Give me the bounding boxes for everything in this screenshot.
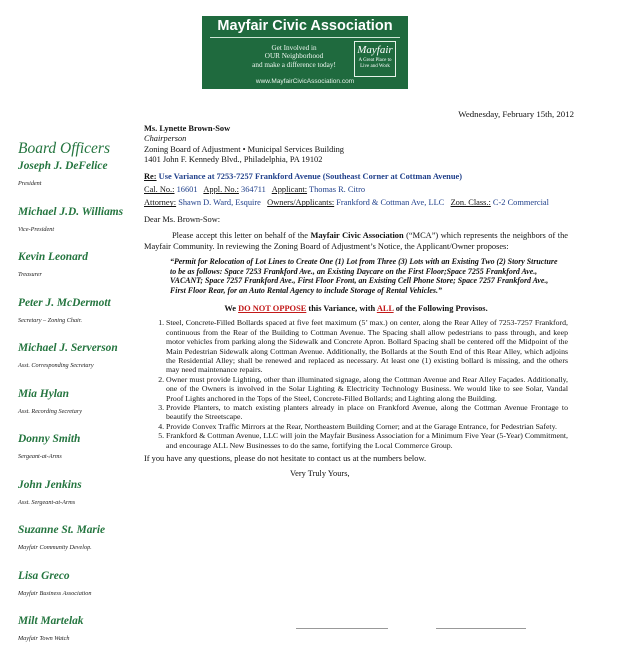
- proposal-quote: “Permit for Relocation of Lot Lines to Create One (1) Lot from Three (3) Lots with an Existing Two (2) Story Structure to be as follows: Space 7253 Frankford Ave., an Existing Daycare on the First Floor;Space 7255 Frankford Ave., VACANT; Space 7257 Frankford Ave., First Floor Front, an Existing Cell Phone Store; Space 7257 Frankford Ave., First Floor Rear, for an Auto Rental Agency to include Storage of Rental Vehicles.”: [170, 257, 558, 296]
- parties-line: Attorney: Shawn D. Ward, Esquire Owners/Applicants: Frankford & Cottman Ave, LLC Zon. Class.: C-2 Commercial: [144, 198, 549, 208]
- website-url: www.MayfairCivicAssociation.com: [255, 78, 355, 85]
- officer-role: Mayfair Business Association: [18, 589, 92, 597]
- officer-role: Vice-President: [18, 225, 55, 233]
- officer-name: Donny Smith: [18, 433, 81, 445]
- banner-divider: [210, 37, 400, 38]
- officer-name: Peter J. McDermott: [18, 296, 111, 309]
- officer-entry: [18, 433, 138, 479]
- officer-role: Asst. Recording Secretary: [18, 407, 82, 415]
- officer-entry: [18, 160, 138, 206]
- intro-paragraph: Please accept this letter on behalf of the Mayfair Civic Association (“MCA”) which represents the neighbors of the Mayfair Community. In reviewing the Zoning Board of Adjustment’s Notice, the Applicant/Owner proposes:: [144, 231, 568, 251]
- officer-name: Joseph J. DeFelice: [18, 160, 108, 172]
- officer-entry: [18, 570, 138, 616]
- officer-entry: [18, 479, 138, 525]
- case-numbers-line: Cal. No.: 16601 Appl. No.: 364711 Applicant: Thomas R. Citro: [144, 185, 366, 195]
- officer-entry: [18, 297, 138, 343]
- officer-name: Michael J. Serverson: [18, 342, 118, 354]
- re-line: Re: Use Variance at 7253-7257 Frankford Avenue (Southeast Corner at Cottman Avenue): [144, 171, 462, 181]
- signature-left: [296, 612, 388, 629]
- proviso-list: [144, 318, 568, 450]
- officer-entry: [18, 388, 138, 434]
- banner-tagline: Get Involved in OUR Neighborhood and make a difference today!: [252, 44, 336, 69]
- officer-name: John Jenkins: [18, 478, 82, 491]
- officer-name: Michael J.D. Williams: [18, 205, 124, 218]
- recipient-name: Ms. Lynette Brown-Sow: [144, 124, 231, 133]
- recipient-title: Chairperson: [144, 134, 187, 144]
- proviso-item: 2. Owner must provide Lighting, other than illuminated signage, along the Cottman Avenue and Rear Alley Façades. Additionally, one of the Owners is involved in the Solar Lighting & Electricity Technology Business. We would like to see Solar, Vandal Proof Lights anchored in the Tops of the Steel, Concrete-Filled Bollards; and Lighting along the Building.: [166, 375, 568, 403]
- board-officers-sidebar: [18, 140, 138, 661]
- recipient-address: 1401 John F. Kennedy Blvd., Philadelphia, PA 19102: [144, 155, 323, 165]
- proviso-item: 5. Frankford & Cottman Avenue, LLC will join the Mayfair Business Association for a Minimum Five Year (5-Year) Commitment, and encourage ALL New Businesses to do the same, fortifying the Local Commerce Group.: [166, 431, 568, 450]
- officer-name: Mia Hylan: [18, 387, 69, 400]
- board-officers-heading: Board Officers: [18, 140, 110, 157]
- officer-list: [18, 160, 138, 661]
- opposition-statement: We DO NOT OPPOSE this Variance, with ALL of the Following Provisos.: [224, 303, 488, 313]
- letterhead-banner: [202, 16, 408, 89]
- officer-role: Treasurer: [18, 271, 42, 278]
- officer-role: Asst. Corresponding Secretary: [18, 362, 94, 369]
- closing-text: If you have any questions, please do not hesitate to contact us at the numbers below.: [144, 453, 427, 463]
- officer-entry: [18, 251, 138, 297]
- signoff: Very Truly Yours,: [290, 469, 350, 479]
- officer-role: President: [18, 180, 42, 187]
- officer-entry: [18, 206, 138, 252]
- org-name: Mayfair Civic Association: [217, 18, 393, 34]
- proviso-item: 4. Provide Convex Traffic Mirrors at the Rear, Northeastern Building Corner; and at the Garage Entrance, for Pedestrian Safety.: [166, 422, 568, 431]
- salutation: Dear Ms. Brown-Sow:: [144, 214, 221, 224]
- proviso-item: 3. Provide Planters, to match existing planters already in place on Frankford Avenue, along the Cottman Avenue Frontage to beautify the Streetscape.: [166, 403, 568, 422]
- officer-role: Secretary – Zoning Chair.: [18, 316, 83, 324]
- officer-name: Suzanne St. Marie: [18, 524, 106, 536]
- officer-role: Mayfair Community Develop.: [18, 544, 92, 551]
- officer-role: Asst. Sergeant-at-Arms: [18, 498, 76, 506]
- recipient-office: Zoning Board of Adjustment • Municipal Services Building: [144, 144, 344, 154]
- officer-name: Kevin Leonard: [18, 251, 88, 263]
- officer-name: Milt Martelak: [18, 615, 84, 627]
- officer-role: Sergeant-at-Arms: [18, 453, 62, 460]
- officer-entry: [18, 342, 138, 388]
- signature-right: [436, 612, 526, 629]
- officer-entry: [18, 524, 138, 570]
- officer-role: Mayfair Town Watch: [18, 635, 70, 642]
- letter-date: Wednesday, February 15th, 2012: [458, 109, 574, 119]
- letter-body: [144, 124, 568, 480]
- officer-entry: [18, 615, 138, 661]
- officer-name: Lisa Greco: [18, 569, 70, 582]
- mayfair-logo: Mayfair A Great Place to Live and Work: [354, 41, 396, 77]
- proviso-item: 1. Steel, Concrete-Filled Bollards spaced at five feet maximum (5’ max.) on center, along the Rear Alley of 7253-7257 Frankford, continuous from the Rear of the Building to Cottman Avenue. The Spacing shall allow pedestrians to pass through, and keep motor vehicles from parking along the Sidewalk and Concrete Apron. Bollard Spacing shall be centered off the Midpoint of the Main Pedestrian Sidewalk along Cottman Avenue. Additionally, the Bollards at the South End of this Rear Alley, which adjoins the Residential Alley; shall be renewed and replaced as necessary. At least one (1) existing bollard is missing, and the others may need maintenance repairs.: [166, 318, 568, 374]
